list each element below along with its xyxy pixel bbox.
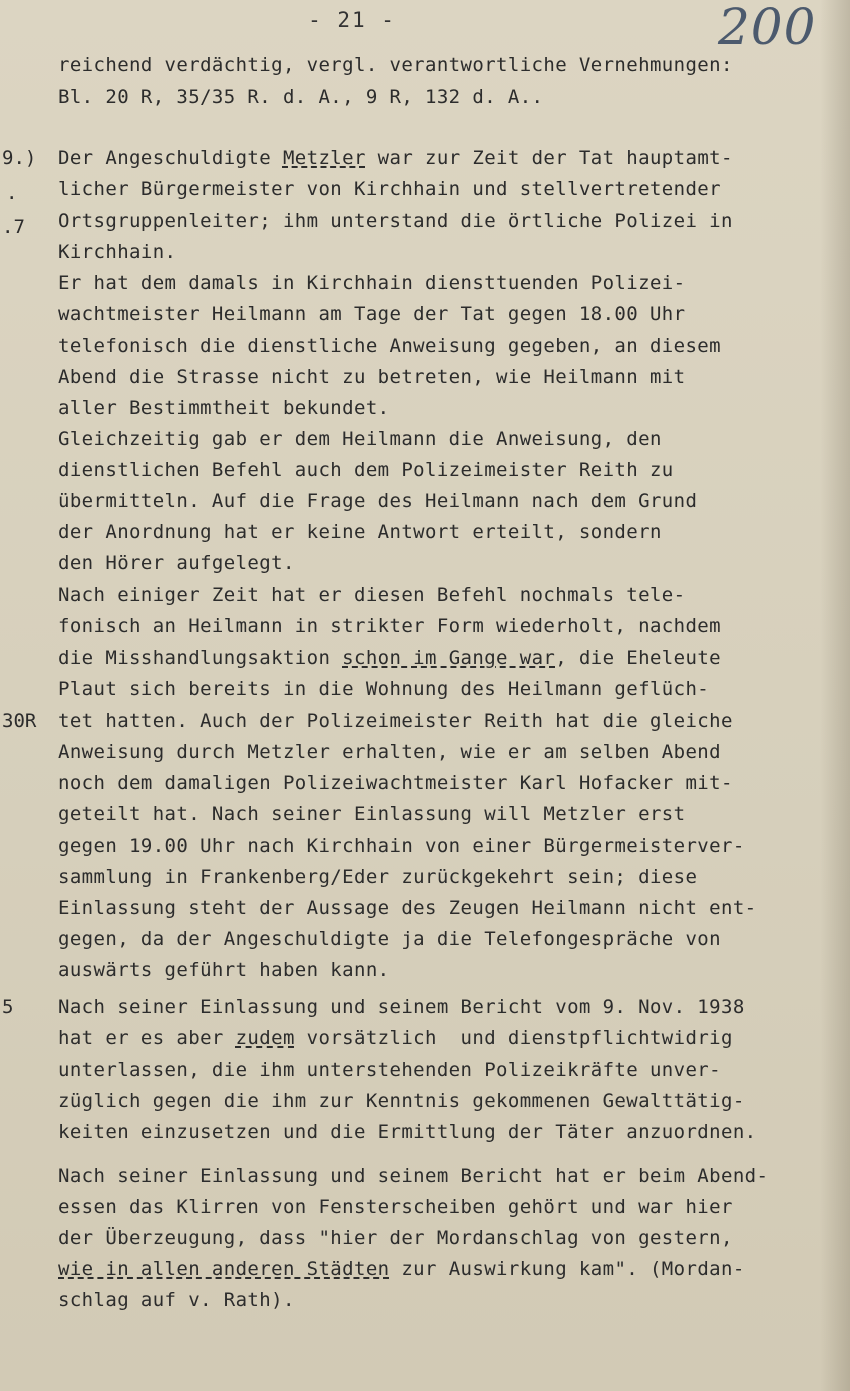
text-line xyxy=(58,1025,733,1051)
underlined-name: Metzler xyxy=(282,147,366,169)
underlined-word: zudem xyxy=(235,1027,295,1049)
text-line: Nach seiner Einlassung und seinem Bericht hat er beim Abend- xyxy=(58,1165,769,1187)
text-line: der Anordnung hat er keine Antwort erteilt, sondern xyxy=(58,521,662,543)
text-line: Bl. 20 R, 35/35 R. d. A., 9 R, 132 d. A.. xyxy=(58,86,544,108)
text-line: Einlassung steht der Aussage des Zeugen Heilmann nicht ent- xyxy=(58,897,757,919)
text-line: Plaut sich bereits in die Wohnung des Heilmann geflüch- xyxy=(58,678,710,700)
text-line: Abend die Strasse nicht zu betreten, wie Heilmann mit xyxy=(58,366,686,388)
margin-item-number: 9.) xyxy=(2,147,37,169)
text-line xyxy=(58,145,733,171)
text-line: Anweisung durch Metzler erhalten, wie er am selben Abend xyxy=(58,741,721,763)
text-line: reichend verdächtig, vergl. verantwortliche Vernehmungen: xyxy=(58,54,733,76)
text-span: die Misshandlungsaktion xyxy=(58,647,343,669)
margin-reference: 5 xyxy=(2,996,14,1018)
margin-reference: 30R xyxy=(2,710,37,732)
text-line: Kirchhain. xyxy=(58,241,177,263)
text-line: gegen 19.00 Uhr nach Kirchhain von einer Bürgermeisterver- xyxy=(58,835,745,857)
text-line: noch dem damaligen Polizeiwachtmeister Karl Hofacker mit- xyxy=(58,772,733,794)
text-span: , die Eheleute xyxy=(555,647,721,669)
text-span: zur Auswirkung kam". (Mordan- xyxy=(389,1258,745,1280)
text-line xyxy=(58,645,721,671)
text-line: geteilt hat. Nach seiner Einlassung will Metzler erst xyxy=(58,803,686,825)
text-line: Er hat dem damals in Kirchhain diensttuenden Polizei- xyxy=(58,272,686,294)
text-span: Der Angeschuldigte xyxy=(58,147,283,169)
text-line: übermitteln. Auf die Frage des Heilmann nach dem Grund xyxy=(58,490,698,512)
page-edge-shadow xyxy=(820,0,850,1391)
margin-mark: . xyxy=(6,182,18,204)
handwritten-page-number: 200 xyxy=(718,0,817,56)
text-line: aller Bestimmtheit bekundet. xyxy=(58,397,390,419)
text-span: vorsätzlich und dienstpflichtwidrig xyxy=(294,1027,733,1049)
text-line: dienstlichen Befehl auch dem Polizeimeister Reith zu xyxy=(58,459,674,481)
text-span: war zur Zeit der Tat hauptamt- xyxy=(365,147,733,169)
text-line: sammlung in Frankenberg/Eder zurückgekehrt sein; diese xyxy=(58,866,698,888)
text-line: essen das Klirren von Fensterscheiben gehört und war hier xyxy=(58,1196,733,1218)
text-line: gegen, da der Angeschuldigte ja die Telefongespräche von xyxy=(58,928,721,950)
text-line: der Überzeugung, dass "hier der Mordanschlag von gestern, xyxy=(58,1227,733,1249)
text-line: Nach seiner Einlassung und seinem Bericht vom 9. Nov. 1938 xyxy=(58,996,745,1018)
page-number: - 21 - xyxy=(308,8,396,32)
text-line xyxy=(58,1256,745,1282)
text-line: wachtmeister Heilmann am Tage der Tat gegen 18.00 Uhr xyxy=(58,303,686,325)
text-line: Nach einiger Zeit hat er diesen Befehl nochmals tele- xyxy=(58,584,686,606)
text-line: den Hörer aufgelegt. xyxy=(58,552,295,574)
text-line: unterlassen, die ihm unterstehenden Polizeikräfte unver- xyxy=(58,1059,721,1081)
text-line: telefonisch die dienstliche Anweisung gegeben, an diesem xyxy=(58,335,721,357)
text-line: tet hatten. Auch der Polizeimeister Reith hat die gleiche xyxy=(58,710,733,732)
text-line: Gleichzeitig gab er dem Heilmann die Anweisung, den xyxy=(58,428,662,450)
text-span: hat er es aber xyxy=(58,1027,236,1049)
text-line: fonisch an Heilmann in strikter Form wiederholt, nachdem xyxy=(58,615,721,637)
underlined-phrase: wie in allen anderen Städten xyxy=(58,1258,390,1280)
margin-mark: .7 xyxy=(2,216,25,238)
text-line: auswärts geführt haben kann. xyxy=(58,959,390,981)
text-line: keiten einzusetzen und die Ermittlung der Täter anzuordnen. xyxy=(58,1121,757,1143)
text-line: züglich gegen die ihm zur Kenntnis gekommenen Gewalttätig- xyxy=(58,1090,745,1112)
text-line: licher Bürgermeister von Kirchhain und stellvertretender xyxy=(58,178,721,200)
text-line: Ortsgruppenleiter; ihm unterstand die örtliche Polizei in xyxy=(58,210,733,232)
underlined-phrase: schon im Gange war xyxy=(342,647,556,669)
text-line: schlag auf v. Rath). xyxy=(58,1289,295,1311)
